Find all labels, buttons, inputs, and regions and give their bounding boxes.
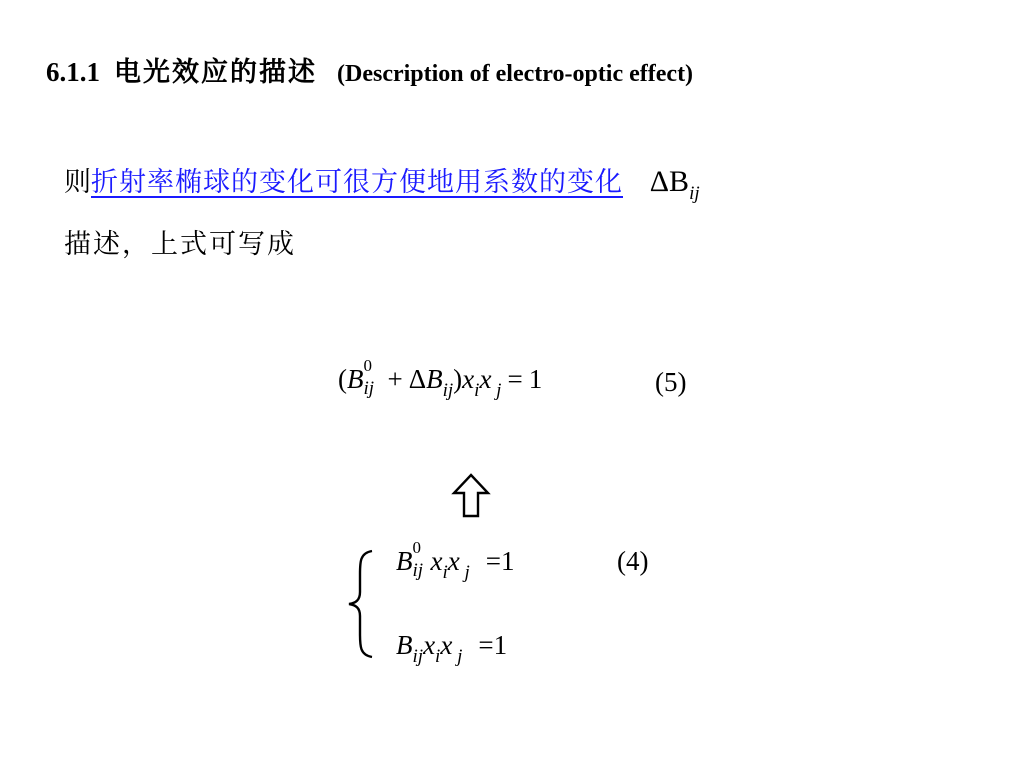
section-heading (46, 50, 693, 89)
section-title-en: (Description of electro-optic effect) (337, 61, 694, 87)
eq5-rhs: 1 (528, 364, 543, 394)
paragraph-line-2: 描述，上式可写成 (64, 229, 296, 260)
eq4-rhs: 1 (501, 546, 515, 576)
equation-perturbed: $B_{ij}x_ix$ $_j$ =1 (396, 630, 508, 667)
equation-4-number: (4) (617, 546, 649, 576)
paragraph-line-1 (64, 160, 700, 205)
section-title-zh: 电光效应的描述 (114, 57, 317, 88)
left-curly-brace-icon (344, 548, 378, 660)
eq-perturbed-rhs: 1 (493, 630, 508, 660)
equation-4: B 0 ij $x_ix$ $_j$ =1 (396, 538, 515, 583)
hollow-up-arrow-icon (451, 473, 491, 519)
paragraph-lead: 则 (64, 167, 91, 198)
section-number: 6.1.1 (46, 57, 100, 87)
equation-5-number: (5) (655, 367, 687, 397)
equation-5: (B 0 ij + $\Delta B_{ij})x_ix$ $_j$ = 1 (338, 356, 543, 401)
highlighted-phrase[interactable]: 折射率椭球的变化可很方便地用系数的变化 (91, 167, 623, 198)
delta-b-ij-symbol: $\Delta B_{ij}$ (649, 165, 700, 204)
